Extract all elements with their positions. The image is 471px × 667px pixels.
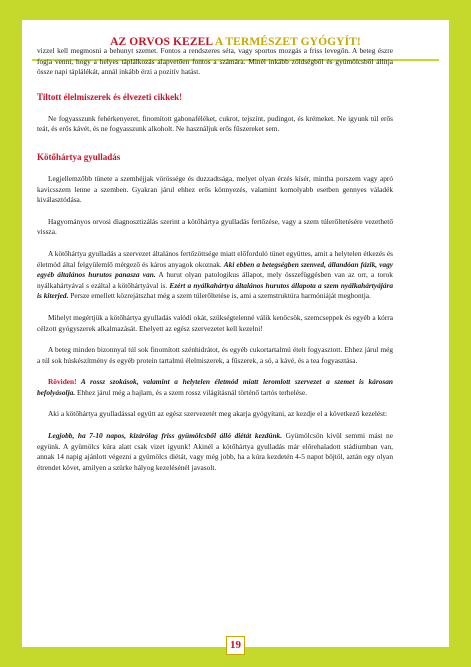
section-heading-forbidden-foods: Tiltott élelmiszerek és élvezeti cikkek! — [37, 91, 183, 102]
paragraph — [37, 377, 393, 398]
text-run: Gyümölcsön kívül semmi mást ne együnk. A gyümölcs kúra alatt csak vizet igyunk! Akinél a kötőhártya gyulladás már előrehaladott stádiumban van, annak 14 napig ajánlott végezni a gyümölcs diétát, vagy még jobb, ha a kúra kezdetén 4-5 napot böjtöl, aztán egy olyan étrendet követ, amilyen a szürke hályog kezelésénél javasolt. — [37, 431, 393, 472]
paragraph: Mihelyt megértjük a kötőhártya gyulladás valódi okát, szükségtelenné válik kenőcsök, szemcseppek és egyéb a kórra célzott gyógyszerek alkalmazását. Ehelyett az egész szervezetet kell kezelni! — [37, 312, 393, 333]
emphasis-text: Aki ebben a betegségben szenved, állandóan fázik, vagy egyéb általános hurutos panasza van. — [37, 259, 394, 280]
paragraph: A beteg minden bizonnyal túl sok finomított szénhidrátot, és egyéb cukortartalmú ételt fogyasztott. Ehhez járul még a túl sok húskészítmény és egyéb protein tartalmú élelmiszerek, a fűszerek, a só, a kávé, és a tea fogyasztása. — [37, 345, 393, 365]
page-number: 19 — [226, 636, 245, 655]
text-run: A kötőhártya gyulladás a szervezet általános fertőzöttsége miatt előforduló tünet együttes, amit a helytelen étkezés és életmód által felgyülemlő mérgező és káros anyagok okoznak. — [37, 248, 393, 269]
paragraph — [37, 431, 393, 473]
article-body — [37, 46, 393, 484]
paragraph: Hagyományos orvosi diagnosztizálás szerint a kötőhártya gyulladás fertőzése, vagy a szem túlerőltetésére vezethető vissza. — [37, 216, 393, 237]
text-run: Persze emellett közrejátszhat még a szem túlerőltetése is, ami a szemstruktúra harmóniáját megbontja. — [68, 291, 371, 301]
paragraph: vizzel kell megmosni a behunyt szemet. Fontos a rendszeres séta, vagy sportos mozgás a friss levegőn. A beteg észre fogja venni, hogy a helyes táplálkozás alapvetően fontos a számára. Minél inkább zöldségből és gyümölcsből állítja össze napi táplálékát, annál inkább érzi a pozitív hatást. — [37, 46, 393, 77]
text-run: A hurut olyan patologikus állapot, mely összefüggésben van az orr, a torok nyálkahártyával s ezáltal a kötőhártyával is. — [37, 270, 393, 290]
emphasis-text: A rossz szokások, valamint a helytelen életmód miatt leromlott szervezet a szemet is károsan befolyásolja. — [37, 377, 393, 397]
header-title-part1: AZ ORVOS KEZEL — [110, 36, 213, 48]
emphasis-text: Legjobb, ha 7-10 napos, kizárólag friss gyümölcsből álló diétát kezdünk. — [48, 431, 283, 441]
paragraph: Aki a kötőhártya gyulladással együtt az egész szervezetét meg akarja gyógyítani, az kezdje el a következő kezelést: — [48, 409, 388, 419]
text-run: Ehhez járul még a hajlam, és a szem rossz világításnál történő tartós terhelése. — [75, 387, 307, 397]
emphasis-text: Ezért a nyálkahártya általános hurutos állapota a szem nyálkahártyájára is kiterjed. — [37, 280, 393, 301]
section-heading-conjunctivitis: Kötőhártya gyulladás — [37, 151, 121, 162]
highlight-label: Röviden! — [48, 377, 77, 387]
paragraph: Legjellemzőbb tünete a szemhéjjak vörössége és duzzadtsága, melyet olyan érzés kísér, mintha porszem vagy apró kavicsszem lenne a szemben. Gyakran járul ehhez erős könnyezés, valamint komolyabb esetben gennyes váladék kiválasztódása. — [37, 173, 393, 205]
paragraph: Ne fogyasszunk fehérkenyeret, finomított gabonaféléket, cukrot, tejszínt, pudingot, és krémeket. Ne igyunk túl erős teát, és erős kávét, és ne fogyasszunk alkoholt. Ne használjuk erős fűszereket sem. — [37, 113, 393, 134]
paragraph — [37, 249, 393, 302]
header-title-part2: A TERMÉSZET GYÓGYÍT! — [212, 36, 361, 48]
